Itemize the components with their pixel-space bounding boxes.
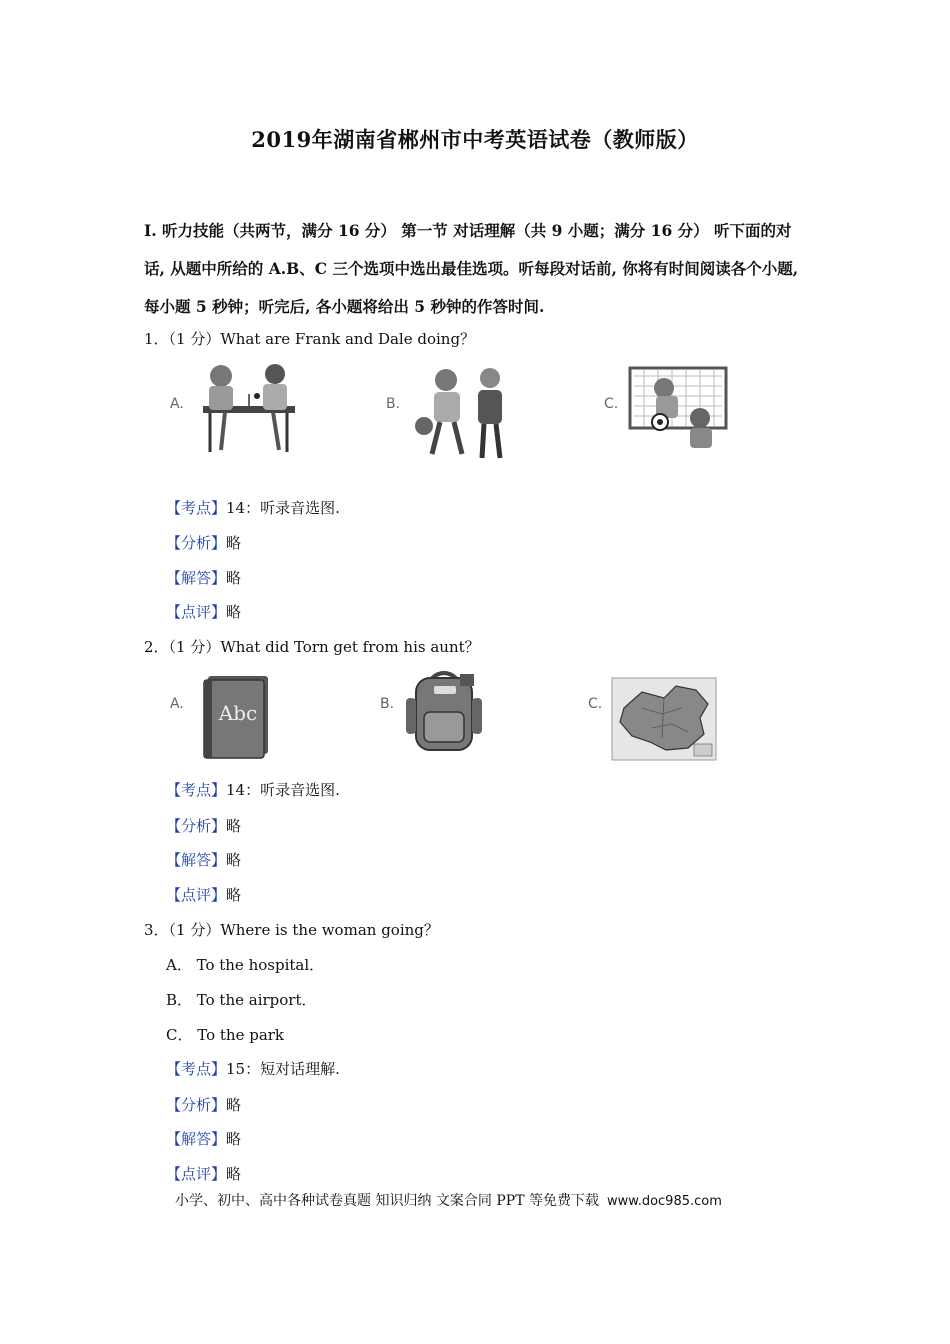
jieda-text: 略 <box>226 569 242 587</box>
page-title: 2019年湖南省郴州市中考英语试卷（教师版） <box>251 127 699 152</box>
kaodian-tag: 【考点】 <box>166 1060 227 1078</box>
kaodian-tag: 【考点】 <box>166 499 227 517</box>
q3-option-c: C． To the park <box>166 1026 285 1044</box>
dianping-tag: 【点评】 <box>166 603 227 621</box>
q1-dianping <box>166 601 241 622</box>
fenxi-tag: 【分析】 <box>166 1096 227 1114</box>
jieda-text: 略 <box>226 1130 242 1148</box>
fenxi-tag: 【分析】 <box>166 817 227 835</box>
q1-ping-pong-image <box>195 362 305 460</box>
fenxi-text: 略 <box>226 534 242 552</box>
dianping-text: 略 <box>226 1165 242 1183</box>
q2-kaodian <box>166 779 340 800</box>
q1-option-b-label: B. <box>386 396 401 412</box>
q2-option-c-label: C. <box>588 696 603 712</box>
q1-fenxi <box>166 532 241 553</box>
fenxi-text: 略 <box>226 1096 242 1114</box>
q3-fenxi <box>166 1094 241 1115</box>
jieda-tag: 【解答】 <box>166 851 227 869</box>
footer-url[interactable]: www.doc985.com <box>606 1194 722 1209</box>
jieda-text: 略 <box>226 851 242 869</box>
dianping-tag: 【点评】 <box>166 1165 227 1183</box>
q3-dianping <box>166 1163 241 1184</box>
fenxi-text: 略 <box>226 817 242 835</box>
q2-dianping <box>166 884 241 905</box>
fenxi-tag: 【分析】 <box>166 534 227 552</box>
kaodian-text: 14：听录音选图. <box>226 781 340 799</box>
q2-option-b-label: B. <box>380 696 395 712</box>
q3-kaodian <box>166 1058 340 1079</box>
page-footer <box>175 1190 722 1210</box>
q3-option-b: B． To the airport． <box>166 991 317 1009</box>
q1-basketball-image <box>410 366 520 462</box>
jieda-tag: 【解答】 <box>166 1130 227 1148</box>
book-cover-text: Abc <box>218 701 258 725</box>
dianping-text: 略 <box>226 603 242 621</box>
q2-fenxi <box>166 815 241 836</box>
jieda-tag: 【解答】 <box>166 569 227 587</box>
dianping-text: 略 <box>226 886 242 904</box>
kaodian-tag: 【考点】 <box>166 781 227 799</box>
q1-jieda <box>166 567 241 588</box>
question-2-stem: 2．（1 分）What did Torn get from his aunt？ <box>144 638 480 656</box>
q1-kaodian <box>166 497 340 518</box>
dianping-tag: 【点评】 <box>166 886 227 904</box>
q1-soccer-image <box>628 366 728 462</box>
q1-option-a-label: A. <box>170 396 184 412</box>
question-1-stem: 1．（1 分）What are Frank and Dale doing？ <box>144 330 476 348</box>
q2-map-image <box>612 678 716 760</box>
question-3-stem: 3．（1 分）Where is the woman going？ <box>144 921 439 939</box>
q2-book-image <box>200 672 272 760</box>
section-instructions: I. 听力技能（共两节，满分 16 分） 第一节 对话理解（共 9 小题；满分 16 分） 听下面的对话, 从题中所给的 A.B、C 三个选项中选出最佳选项。听每段对话前, 你将有时间阅读各个小题, 每小题 5 秒钟；听完后, 各小题将给出 5 秒钟的作答时间. <box>144 221 799 316</box>
q3-option-a: A． To the hospital． <box>166 956 325 974</box>
q2-jieda <box>166 849 241 870</box>
q3-jieda <box>166 1128 241 1149</box>
q2-option-a-label: A. <box>170 696 184 712</box>
kaodian-text: 14：听录音选图. <box>226 499 340 517</box>
kaodian-text: 15：短对话理解. <box>226 1060 340 1078</box>
q2-backpack-image <box>402 668 486 756</box>
footer-text: 小学、初中、高中各种试卷真题 知识归纳 文案合同 PPT 等免费下载 <box>175 1193 599 1209</box>
q1-option-c-label: C. <box>604 396 619 412</box>
